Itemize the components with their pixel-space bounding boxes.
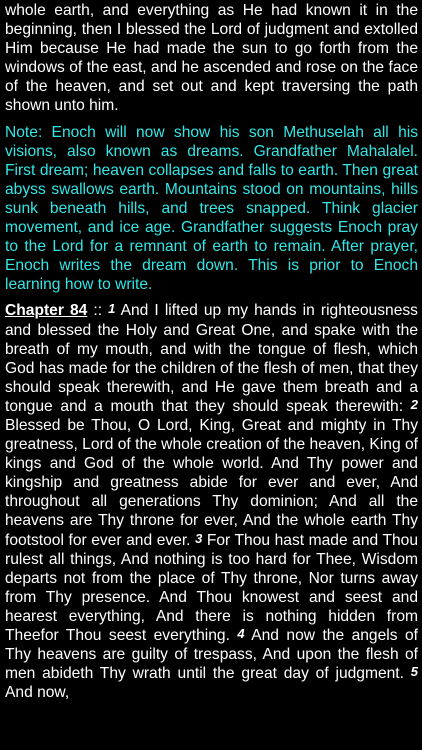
- chapter-title[interactable]: Chapter 84: [5, 302, 88, 320]
- verse-number-3: 3: [195, 530, 203, 546]
- verse-number-2: 2: [410, 396, 418, 412]
- chapter-84-paragraph: [5, 301, 418, 702]
- verse-text-3: For Thou hast made and Thou rulest all things, And nothing is too hard for Thee, Wisdom departs not from the place of Thy throne, Nor turns away from Thy presence. And Thou knowest and seest and hearest everything, And there is nothing hidden from Theefor Thou seest everything.: [5, 531, 419, 644]
- intro-paragraph: whole earth, and everything as He had known it in the beginning, then I blessed the Lord of judgment and extolled Him because He had made the sun to go forth from the windows of the east, and he ascended and rose on the face of the heaven, and set out and kept traversing the path shown unto him.: [5, 2, 418, 115]
- note-paragraph: Note: Enoch will now show his son Methuselah all his visions, also known as dreams. Grandfather Mahalalel. First dream; heaven collapses and falls to earth. Then great abyss swallows earth. Mountains stood on mountains, hills sunk beneath hills, and trees snapped. Think glacier movement, and ice age. Grandfather suggests Enoch pray to the Lord for a remnant of earth to remain. After prayer, Enoch writes the dream down. This is prior to Enoch learning how to write.: [5, 123, 418, 294]
- verse-number-1: 1: [108, 301, 116, 317]
- chapter-separator: ::: [87, 302, 109, 320]
- verse-number-5: 5: [410, 664, 418, 680]
- verse-number-4: 4: [237, 626, 245, 641]
- verse-text-4: And now the angels of Thy heavens are guilty of trespass, And upon the flesh of men abideth Thy wrath until the great day of judgment.: [5, 627, 418, 683]
- verse-text-5: And now,: [5, 684, 70, 702]
- verse-text-2: Blessed be Thou, O Lord, King, Great and mighty in Thy greatness, Lord of the whole creation of the heaven, King of kings and God of the whole world. And Thy power and kingship and greatness abide for ever and ever, And throughout all generations Thy dominion; And all the heavens are Thy throne for ever, And the whole earth Thy footstool for ever and ever.: [5, 416, 418, 549]
- verse-text-1: And I lifted up my hands in righteousness and blessed the Holy and Great One, and spake with the breath of my mouth, and with the tongue of flesh, which God has made for the children of the flesh of men, that they should speak therewith, and He gave them breath and a tongue and a mouth that they should speak therewith:: [5, 302, 418, 415]
